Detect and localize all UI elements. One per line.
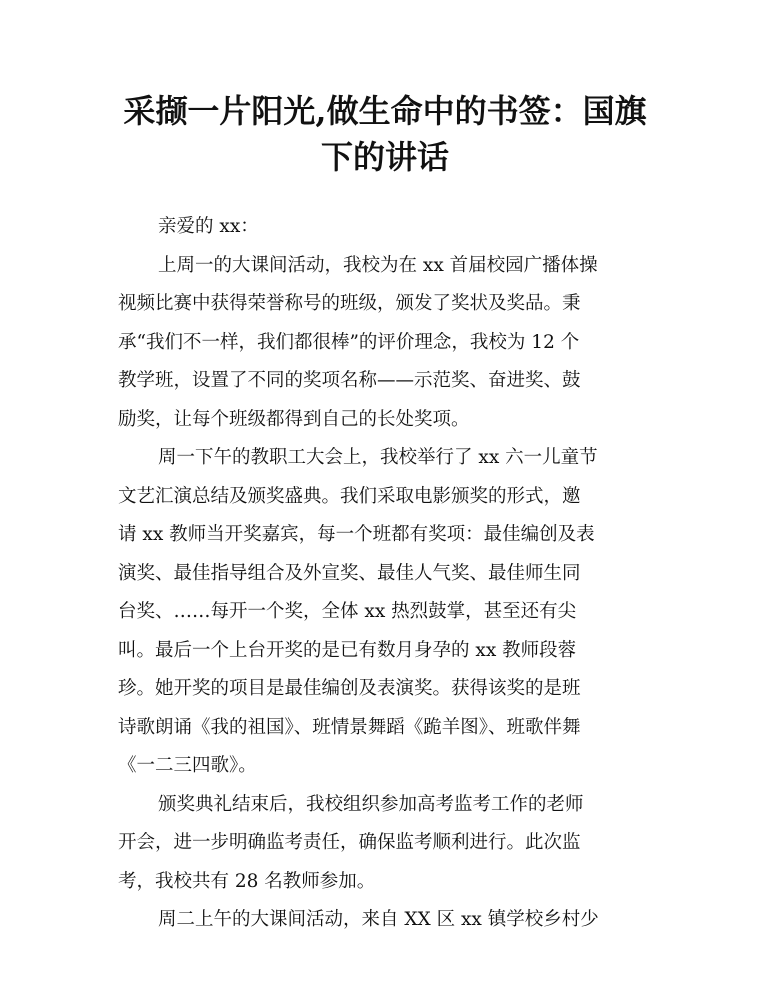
paragraph-line: 开会，进一步明确监考责任，确保监考顺利进行。此次监 <box>118 832 581 853</box>
paragraph-line: 周二上午的大课间活动，来自 XX 区 xx 镇学校乡村少 <box>158 909 599 930</box>
paragraph-line: 承“我们不一样，我们都很棒”的评价理念，我校为 12 个 <box>118 331 580 353</box>
paragraph-line: 请 xx 教师当开奖嘉宾，每一个班都有奖项：最佳编创及表 <box>118 524 595 545</box>
paragraph-line: 台奖、……每开一个奖，全体 xx 热烈鼓掌，甚至还有尖 <box>118 601 577 622</box>
document-title <box>118 88 652 180</box>
paragraph-line: 珍。她开奖的项目是最佳编创及表演奖。获得该奖的是班 <box>118 678 581 699</box>
paragraph-line: 叫。最后一个上台开奖的是已有数月身孕的 xx 教师段蓉 <box>118 639 577 661</box>
paragraph-line: 颁奖典礼结束后，我校组织参加高考监考工作的老师 <box>158 793 584 815</box>
paragraph-line: 《一二三四歌》。 <box>118 755 257 776</box>
salutation: 亲爱的 xx： <box>158 216 259 237</box>
paragraph-line: 演奖、最佳指导组合及外宣奖、最佳人气奖、最佳师生同 <box>118 562 581 584</box>
paragraph-line: 教学班，设置了不同的奖项名称——示范奖、奋进奖、鼓 <box>118 370 581 391</box>
paragraph-line: 诗歌朗诵《我的祖国》、班情景舞蹈《跪羊图》、班歌伴舞 <box>118 716 581 738</box>
paragraph-line: 文艺汇演总结及颁奖盛典。我们采取电影颁奖的形式，邀 <box>118 485 581 507</box>
paragraph-line: 视频比赛中获得荣誉称号的班级，颁发了奖状及奖品。秉 <box>118 293 581 314</box>
paragraph-line: 周一下午的教职工大会上，我校举行了 xx 六一儿童节 <box>158 447 598 468</box>
paragraph-line: 励奖，让每个班级都得到自己的长处奖项。 <box>118 408 470 430</box>
document-body <box>118 208 652 940</box>
title-line: 采撷一片阳光,做生命中的书签：国旗 <box>123 92 647 130</box>
title-line: 下的讲话 <box>320 138 449 176</box>
paragraph-line: 考，我校共有 28 名教师参加。 <box>118 870 376 892</box>
paragraph-line: 上周一的大课间活动，我校为在 xx 首届校园广播体操 <box>158 254 598 276</box>
